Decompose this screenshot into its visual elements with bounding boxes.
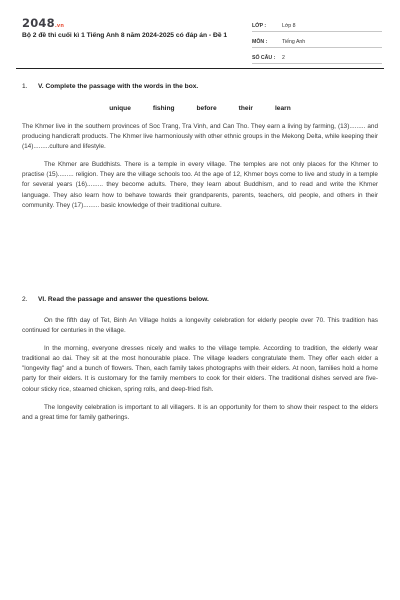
- meta-row-subject: [252, 32, 382, 48]
- question-1: [22, 83, 378, 211]
- word-option: their: [238, 105, 253, 112]
- passage-paragraph: In the morning, everyone dresses nicely and walks to the village temple. According to tradition, the elderly wear traditional ao dai. They sit at the most honourable place. The village leaders congratulate them. They offer each elder a "longevity flag" and a bunch of flowers. Then, each family takes photographs with their elders. At noon, families hold a home party for their elders. It is customary for the family members to cook for their elders. The traditional dishes served are five-colour sticky rice, steamed chicken, spring rolls, and deep-fried fish.: [22, 345, 378, 393]
- word-option: unique: [109, 105, 131, 112]
- document-title: Bộ 2 đề thi cuối kì 1 Tiếng Anh 8 năm 2024-2025 có đáp án - Đề 1: [22, 32, 228, 39]
- word-option: learn: [274, 105, 291, 112]
- meta-row-class: [252, 16, 382, 32]
- header-divider: [16, 68, 384, 69]
- question-2: [22, 296, 378, 423]
- document-header: [22, 16, 382, 64]
- word-box: [22, 105, 378, 112]
- meta-label: LỚP :: [252, 23, 267, 29]
- meta-value: Lớp 8: [282, 23, 296, 29]
- question-title: VI. Read the passage and answer the questions below.: [38, 296, 209, 303]
- word-option: before: [196, 105, 217, 112]
- question-heading: [22, 83, 378, 93]
- meta-label: SỐ CÂU :: [252, 55, 276, 61]
- question-number: 2.: [22, 296, 28, 303]
- question-title: V. Complete the passage with the words in the box.: [38, 83, 199, 90]
- passage-paragraph: The Khmer live in the southern provinces of Soc Trang, Tra Vinh, and Can Tho. They earn a living by farming, (13)......... and producing handicraft products. The Khmer live harmoniously with other ethnic groups in the Mekong Delta, while keeping their (14).........culture and lifestyle.: [22, 123, 378, 151]
- site-logo[interactable]: [22, 16, 64, 30]
- exam-meta: [252, 16, 382, 64]
- word-option: fishing: [152, 105, 175, 112]
- meta-value: 2: [282, 55, 285, 61]
- passage-paragraph: The Khmer are Buddhists. There is a temple in every village. The temples are not only places for the Khmer to practise (15)......... religion. They are the village schools too. At the age of 12, Khmer boys come to live and study in a temple for several years (16)......... they become adults. There, they learn about Buddhism, and to read and write the Khmer language. They also learn how to behave towards their grandparents, parents, teachers, old people, and others in their community. They (17)......... basic knowledge of their traditional culture.: [22, 161, 378, 209]
- meta-value: Tiếng Anh: [282, 39, 306, 45]
- question-heading: [22, 296, 378, 306]
- passage-paragraph: The longevity celebration is important to all villagers. It is an opportunity for them to show their respect to the elders and a great time for family gatherings.: [22, 403, 378, 421]
- question-number: 1.: [22, 83, 28, 90]
- meta-row-question-count: [252, 48, 382, 64]
- logo-main-text: 2048: [22, 16, 55, 30]
- meta-label: MÔN :: [252, 39, 268, 45]
- logo-suffix-text: .vn: [54, 23, 65, 29]
- passage-paragraph: On the fifth day of Tet, Binh An Village holds a longevity celebration for elderly people over 70. This tradition has continued for centuries in the village.: [22, 317, 378, 335]
